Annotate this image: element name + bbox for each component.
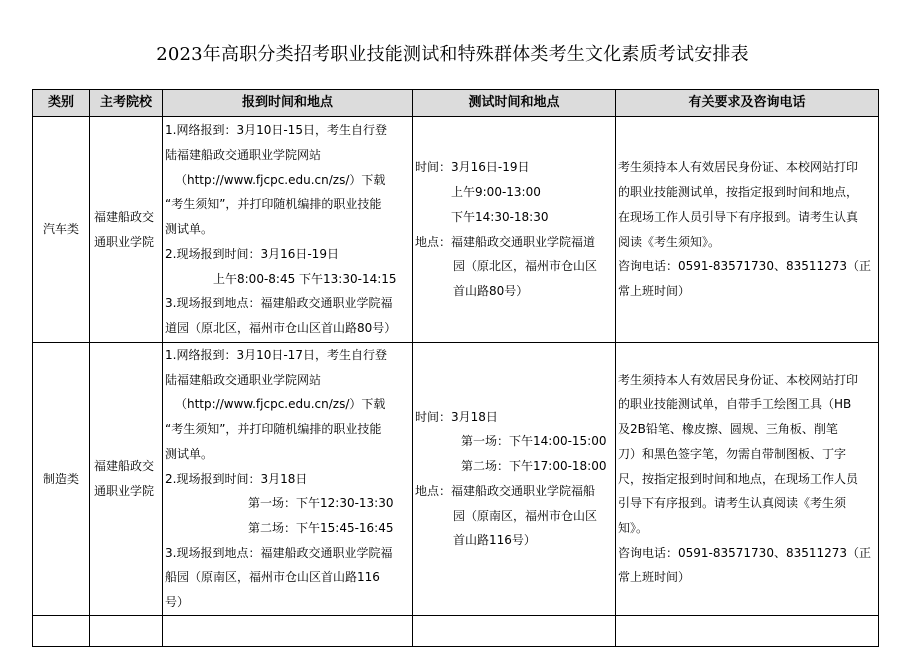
schedule-table [32, 89, 879, 647]
req-line: 阅读《考生须知》。 [618, 234, 721, 249]
empty-cell [33, 615, 90, 646]
report-line: 1.网络报到：3月10日-15日，考生自行登 [165, 123, 387, 138]
report-cell [163, 117, 413, 343]
report-line: “考生须知”，并打印随机编排的职业技能 [165, 197, 382, 212]
header-category: 类别 [33, 90, 90, 117]
test-line: 第二场：下午17:00-18:00 [461, 459, 607, 474]
school-cell [90, 343, 163, 616]
school-line: 福建船政交 [94, 459, 155, 474]
report-line: 测试单。 [165, 222, 214, 237]
report-line: 1.网络报到：3月10日-17日，考生自行登 [165, 348, 387, 362]
test-line: 时间：3月16日-19日 [415, 160, 530, 175]
table-row-partial [33, 615, 879, 646]
test-line: 下午14:30-18:30 [451, 209, 549, 224]
req-line: 知》。 [618, 520, 649, 535]
req-line: 咨询电话：0591-83571730、83511273（正 [618, 545, 872, 560]
report-line: 3.现场报到地点：福建船政交通职业学院福 [165, 296, 393, 311]
req-line: 常上班时间） [618, 283, 691, 298]
test-line: 第一场：下午14:00-15:00 [461, 434, 607, 449]
page-title: 2023年高职分类招考职业技能测试和特殊群体类考生文化素质考试安排表 [156, 44, 749, 65]
report-line: 陆福建船政交通职业学院网站 [165, 148, 322, 163]
report-line: 上午8:00-8:45 下午13:30-14:15 [213, 271, 397, 286]
req-line: 的职业技能测试单，自带手工绘图工具（HB [618, 397, 852, 412]
empty-cell [163, 615, 413, 646]
req-line: 考生须持本人有效居民身份证、本校网站打印 [618, 160, 859, 175]
test-cell [413, 117, 616, 343]
report-line: 船园（原南区，福州市仓山区首山路116 [165, 570, 380, 585]
req-line: 在现场工作人员引导下有序报到。请考生认真 [618, 209, 859, 224]
report-line: 第一场：下午12:30-13:30 [248, 496, 394, 511]
report-line: “考生须知”，并打印随机编排的职业技能 [165, 422, 382, 437]
report-line: （http://www.fjcpc.edu.cn/zs/）下载 [175, 172, 386, 187]
header-test: 测试时间和地点 [413, 90, 616, 117]
header-report: 报到时间和地点 [163, 90, 413, 117]
test-line: 园（原北区，福州市仓山区 [453, 259, 598, 274]
school-cell [90, 117, 163, 343]
empty-cell [413, 615, 616, 646]
school-line: 福建船政交 [94, 209, 155, 224]
report-line: 测试单。 [165, 446, 214, 461]
category-cell: 汽车类 [33, 117, 90, 343]
table-row [33, 343, 879, 616]
report-cell [163, 343, 413, 616]
req-line: 常上班时间） [618, 570, 691, 585]
req-line: 考生须持本人有效居民身份证、本校网站打印 [618, 372, 859, 387]
report-line: 2.现场报到时间：3月16日-19日 [165, 246, 339, 261]
empty-cell [90, 615, 163, 646]
requirements-cell [616, 343, 879, 616]
req-line: 咨询电话：0591-83571730、83511273（正 [618, 259, 872, 274]
report-line: 3.现场报到地点：福建船政交通职业学院福 [165, 545, 393, 560]
report-line: 2.现场报到时间：3月18日 [165, 471, 308, 486]
test-cell [413, 343, 616, 616]
report-line: 道园（原北区，福州市仓山区首山路80号） [165, 320, 397, 335]
table-row [33, 117, 879, 343]
report-line: 第二场：下午15:45-16:45 [248, 520, 394, 535]
school-line: 通职业学院 [94, 483, 155, 498]
report-line: 号） [165, 595, 190, 610]
req-line: 的职业技能测试单，按指定报到时间和地点， [618, 185, 859, 200]
req-line: 引导下有序报到。请考生认真阅读《考生须 [618, 496, 847, 511]
test-line: 上午9:00-13:00 [451, 185, 541, 200]
category-cell: 制造类 [33, 343, 90, 616]
req-line: 尺，按指定报到时间和地点，在现场工作人员 [618, 471, 859, 486]
header-requirements: 有关要求及咨询电话 [616, 90, 879, 117]
test-line: 时间：3月18日 [415, 409, 498, 424]
test-line: 地点：福建船政交通职业学院福船 [415, 483, 596, 498]
school-line: 通职业学院 [94, 234, 155, 249]
table-header-row [33, 90, 879, 117]
req-line: 刀）和黑色签字笔，勿需自带制图板、丁字 [618, 446, 847, 461]
test-line: 地点：福建船政交通职业学院福道 [415, 234, 596, 249]
test-line: 首山路80号） [453, 283, 529, 298]
requirements-cell [616, 117, 879, 343]
test-line: 园（原南区，福州市仓山区 [453, 508, 598, 523]
header-school: 主考院校 [90, 90, 163, 117]
report-line: 陆福建船政交通职业学院网站 [165, 372, 322, 387]
empty-cell [616, 615, 879, 646]
test-line: 首山路116号） [453, 533, 536, 548]
report-line: （http://www.fjcpc.edu.cn/zs/）下载 [175, 397, 386, 412]
req-line: 及2B铅笔、橡皮擦、圆规、三角板、削笔 [618, 422, 838, 437]
